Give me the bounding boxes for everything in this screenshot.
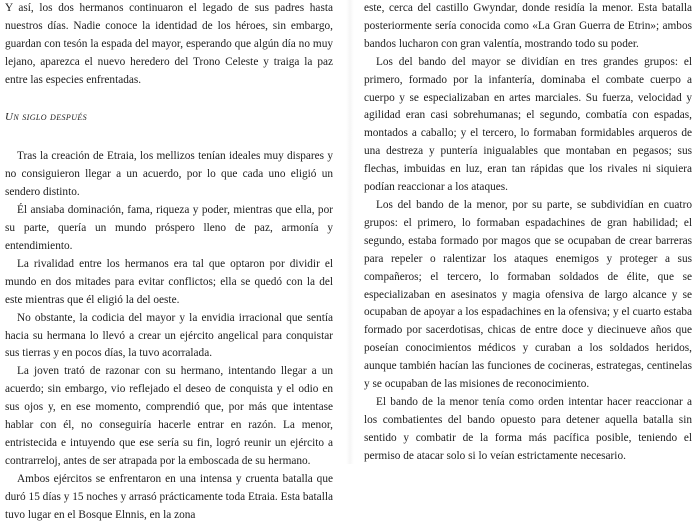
right-paragraph-2: Los del bando de la menor, por su parte, se subdividían en cuatro grupos: el primero, lo formaban espadachines de gran habilidad; el segundo, estaba formado por magos que se ocupaban de crear barreras para repeler o ralentizar los ataques enemigos y proteger a sus compañeros; el tercero, lo formaban soldados de élite, que se especializaban en asesinatos y magia ofensiva de largo alcance y se ocupaban de apoyar a los espadachines en la ofensiva; y el cuarto estaba formado por sacerdotisas, chicas de entre doce y diecinueve años que poseían conocimientos médicos y curaban a los soldados heridos, aunque también hacían las funciones de cocineras, estrategas, centinelas y se ocupaban de las misiones de reconocimiento. — [364, 198, 692, 391]
left-paragraph-1: Tras la creación de Etraia, los mellizos tenían ideales muy dispares y no consiguieron llegar a un acuerdo, por lo que cada uno eligió un sendero distinto. — [5, 150, 333, 199]
right-paragraph-3: El bando de la menor tenía como orden intentar hacer reaccionar a los combatientes del bando opuesto para detener aquella batalla sin sentido y combatir de la forma más pacífica posible, teniendo el permiso de atacar solo si lo veían estrictamente necesario. — [364, 395, 692, 462]
left-paragraph-0: Y así, los dos hermanos continuaron el legado de sus padres hasta nuestros días. Nadie conoce la identidad de los héroes, sin embargo, guardan con tesón la espada del mayor, esperando que algún día no muy lejano, aparezca el nuevo heredero del Trono Celeste y traiga la paz entre las especies enfrentadas. — [5, 2, 333, 86]
left-paragraph-4: No obstante, la codicia del mayor y la envidia irracional que sentía hacia su hermana lo llevó a crear un ejército angelical para conquistar sus tierras y en pocos días, la tuvo acorralada. — [5, 311, 333, 360]
left-paragraph-6: Ambos ejércitos se enfrentaron en una intensa y cruenta batalla que duró 15 días y 15 noches y arrasó prácticamente toda Etraia. Esta batalla tuvo lugar en el Bosque Elnnis, en la zona — [5, 472, 333, 521]
left-paragraph-5: La joven trató de razonar con su hermano, intentando llegar a un acuerdo; sin embargo, vio reflejado el deseo de conquista y el odio en sus ojos y, en ese momento, comprendió que, por más que intentase hablar con él, no conseguiría hacerle entrar en razón. La menor, entristecida e intuyendo que ese sería su fin, logró reunir un ejército a contrarreloj, antes de ser atrapada por la emboscada de su hermano. — [5, 365, 333, 467]
right-paragraph-0: este, cerca del castillo Gwyndar, donde residía la menor. Esta batalla posteriormente sería conocida como «La Gran Guerra de Etrin»; ambos bandos lucharon con gran valentía, mostrando todo su poder. — [364, 2, 692, 50]
left-paragraph-3: La rivalidad entre los hermanos era tal que optaron por dividir el mundo en dos mitades para evitar conflictos; ella se quedó con la del este mientras que él eligió la del oeste. — [5, 257, 333, 306]
left-page — [5, 0, 333, 521]
page-gutter — [346, 0, 354, 464]
section-heading: Un siglo después — [5, 110, 88, 123]
right-page — [364, 0, 692, 464]
left-paragraph-2: Él ansiaba dominación, fama, riqueza y poder, mientras que ella, por su parte, quería un mundo próspero lleno de paz, armonía y entendimiento. — [5, 204, 333, 252]
right-paragraph-1: Los del bando del mayor se dividían en tres grandes grupos: el primero, formado por la infantería, dominaba el combate cuerpo a cuerpo y se especializaban en artes marciales. Su fuerza, velocidad y agilidad eran casi sobrehumanas; el segundo, combatía con espadas, montados a caballo; y el tercero, lo formaban formidables arqueros de una destreza y puntería inigualables que montaban en pegasos; sus flechas, imbuidas en luz, eran tan rápidas que los rivales ni siquiera podían reaccionar a los ataques. — [364, 55, 692, 194]
